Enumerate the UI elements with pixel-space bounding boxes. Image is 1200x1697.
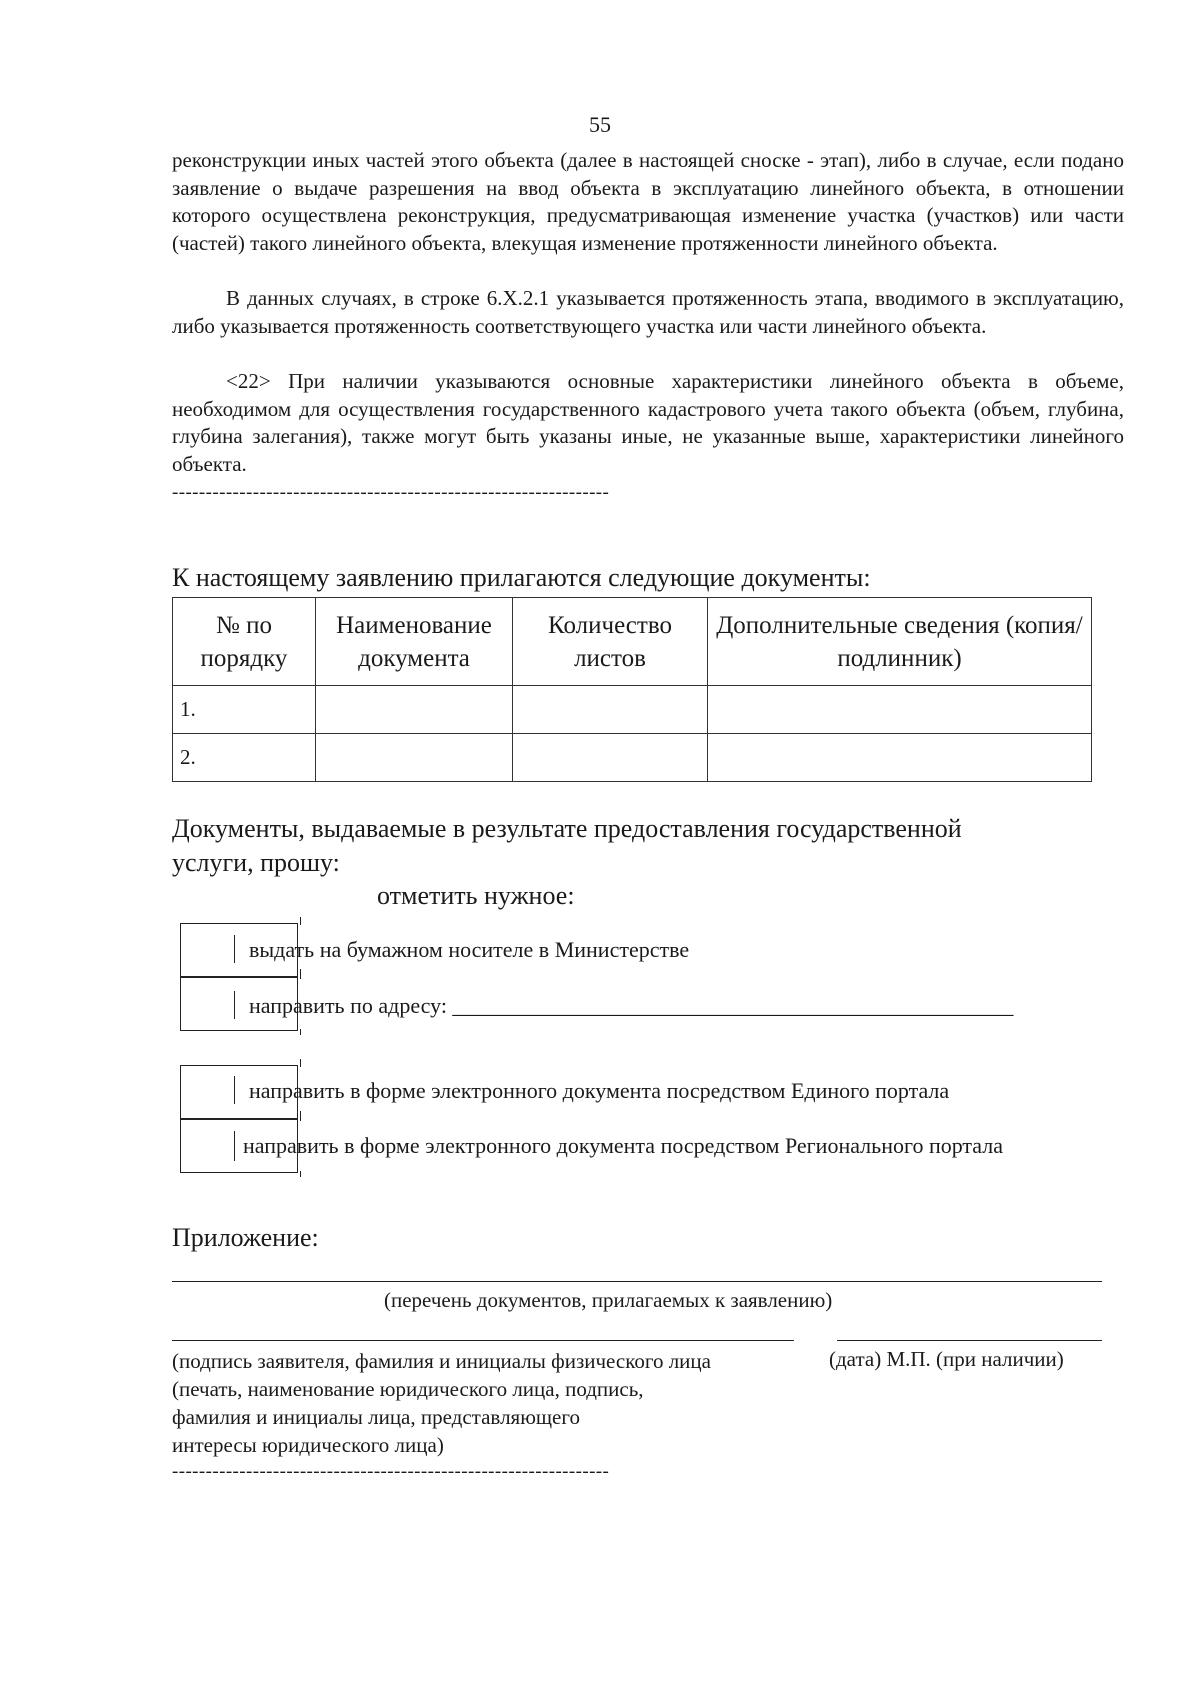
footnote-paragraph-2: В данных случаях, в строке 6.X.2.1 указывается протяженность этапа, вводимого в эксплуатацию, либо указывается протяженность соответствующего участка или части линейного объекта. — [172, 286, 1124, 338]
footnote-paragraph-3: <22> При наличии указываются основные характеристики линейного объекта в объеме, необходимом для осуществления государственного кадастрового учета такого объекта (объем, глубина, глубина залегания), также могут быть указаны иные, не указанные выше, характеристики линейного объекта. — [172, 369, 1124, 476]
checkbox-tick — [234, 991, 235, 1019]
option-unified-portal-label: направить в форме электронного документа посредством Единого портала — [249, 1078, 950, 1103]
checkbox-tick — [300, 1171, 301, 1177]
footnote-paragraph-1: реконструкции иных частей этого объекта (далее в настоящей сноске - этап), либо в случае, если подано заявление о выдаче разрешения на ввод объекта в эксплуатацию линейного объекта, в отношении которого осуществлена реконструкция, предусматривающая изменение участка (участков) или части (частей) такого линейного объекта, влекущая изменение протяженности линейного объекта. — [172, 148, 1124, 255]
page-number: 55 — [589, 112, 611, 137]
signature-caption — [172, 1347, 711, 1459]
request-text-line-1: Документы, выдаваемые в результате предоставления государственной — [172, 814, 962, 843]
appendix-caption: (перечень документов, прилагаемых к заявлению) — [384, 1288, 833, 1312]
option-address-label: направить по адресу: ___________________________________________________ — [249, 993, 1014, 1018]
table-cell[interactable]: 2. — [173, 734, 316, 782]
signature-caption-line: фамилия и инициалы лица, представляющего — [172, 1405, 580, 1429]
table-row — [173, 734, 1092, 782]
table-row — [173, 686, 1092, 734]
table-cell[interactable] — [708, 686, 1092, 734]
table-cell[interactable] — [316, 686, 513, 734]
mark-needed-note: отметить нужное: — [377, 881, 575, 910]
header-number: № по порядку — [173, 598, 316, 686]
request-text — [172, 812, 1124, 880]
checkbox-tick — [300, 917, 301, 925]
signature-caption-line: (подпись заявителя, фамилия и инициалы физического лица — [172, 1349, 711, 1373]
attachments-table — [172, 597, 1092, 782]
signature-line[interactable] — [172, 1340, 794, 1341]
checkbox-tick — [234, 935, 235, 963]
table-header-row — [173, 598, 1092, 686]
date-line[interactable] — [837, 1340, 1102, 1341]
checkbox-tick — [300, 1059, 301, 1067]
option-paper-label: выдать на бумажном носителе в Министерстве — [249, 937, 690, 962]
checkbox-tick — [234, 1076, 235, 1104]
appendix-label: Приложение: — [172, 1223, 319, 1252]
attachments-lead: К настоящему заявлению прилагаются следующие документы: — [172, 563, 871, 592]
table-cell[interactable] — [316, 734, 513, 782]
table-cell[interactable]: 1. — [173, 686, 316, 734]
request-text-line-2: услуги, прошу: — [172, 848, 340, 877]
table-cell[interactable] — [513, 734, 708, 782]
checkbox-tick — [300, 1111, 301, 1121]
checkbox-tick — [300, 1029, 301, 1035]
option-regional-portal-label: направить в форме электронного документа посредством Регионального портала — [243, 1133, 1004, 1158]
end-separator: ----------------------------------------------------------------- — [172, 1461, 610, 1482]
appendix-line[interactable] — [172, 1281, 1102, 1282]
signature-caption-line: интересы юридического лица) — [172, 1433, 444, 1457]
checkbox-tick — [300, 969, 301, 979]
date-caption: (дата) М.П. (при наличии) — [829, 1347, 1064, 1371]
table-cell[interactable] — [513, 686, 708, 734]
checkbox-tick — [234, 1131, 235, 1161]
signature-caption-line: (печать, наименование юридического лица, подпись, — [172, 1377, 644, 1401]
header-additional-info: Дополнительные сведения (копия/подлинник) — [708, 598, 1092, 686]
header-sheet-count: Количество листов — [513, 598, 708, 686]
header-document-name: Наименование документа — [316, 598, 513, 686]
table-cell[interactable] — [708, 734, 1092, 782]
footnote-separator: ----------------------------------------------------------------- — [172, 482, 610, 503]
